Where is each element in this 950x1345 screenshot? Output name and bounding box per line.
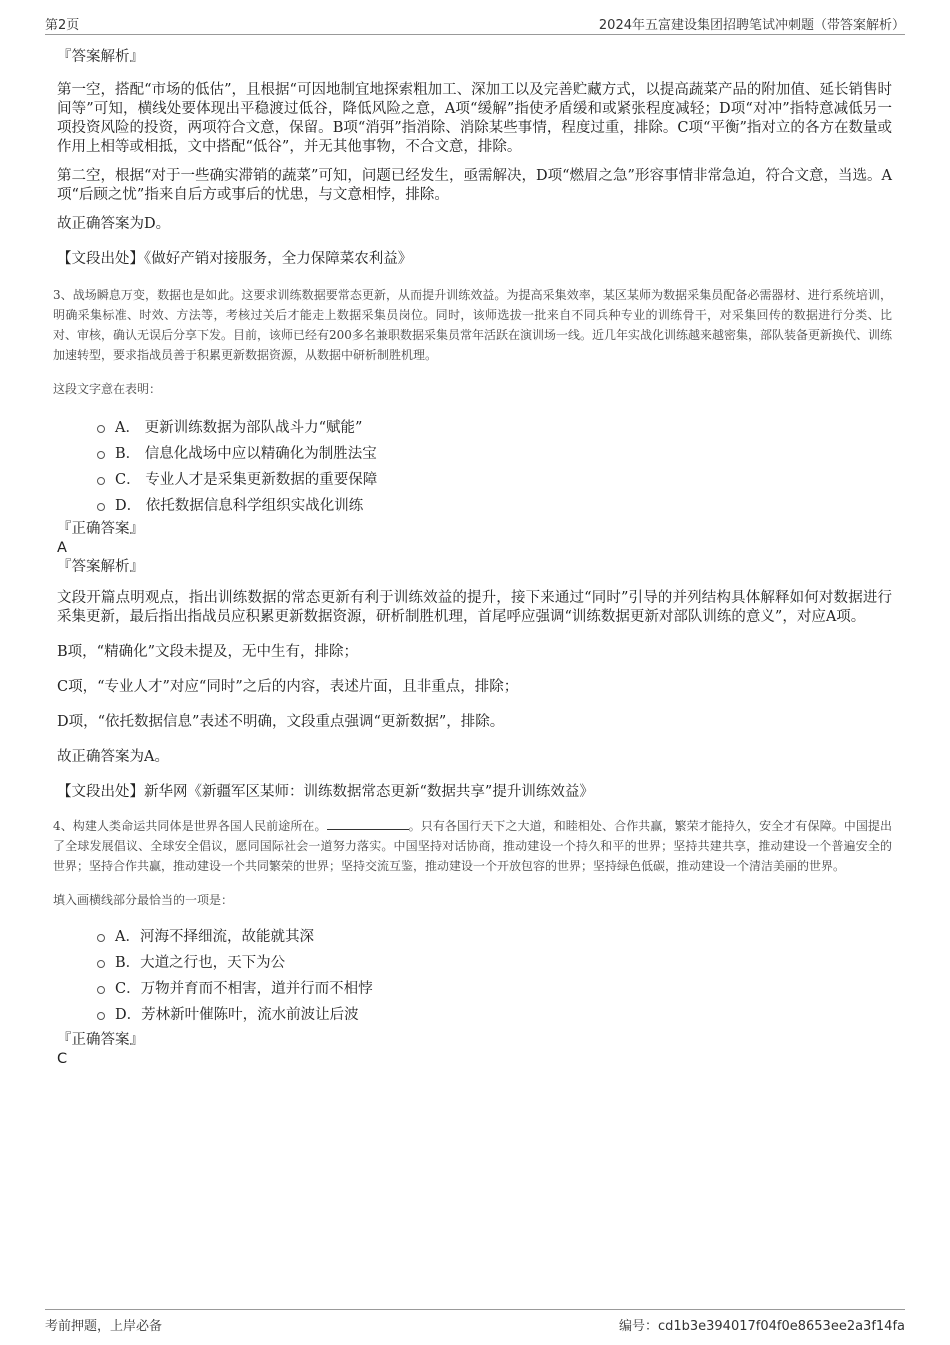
correct-answer: A (57, 540, 67, 556)
analysis-paragraph: 第二空，根据“对于一些确实滞销的蔬菜”可知，问题已经发生，亟需解决，D项“燃眉之急”形容事情非常急迫，符合文意，当选。A项“后顾之忧”指来自后方或事后的忧患，与文意相悖，排除。 (57, 168, 892, 203)
correct-answer: C (57, 1051, 68, 1067)
footer-slogan: 考前押题，上岸必备 (45, 1319, 163, 1334)
option-a[interactable] (57, 922, 892, 948)
document-id: 编号：cd1b3e394017f04f0e8653ee2a3f14fa (618, 1319, 905, 1334)
analysis-paragraph: C项，“专业人才”对应“同时”之后的内容，表述片面，且非重点，排除； (57, 679, 519, 695)
analysis-paragraph: 第一空，搭配“市场的低估”，且根据“可因地制宜地探索粗加工、深加工以及完善贮藏方式，以提高蔬菜产品的附加值、延长销售时间等”可知，横线处要体现出平稳渡过低谷，降低风险之意，A项“缓解”指使矛盾缓和或紧张程度减轻；D项“对冲”指特意减低另一项投资风险的投资，两项符合文意，保留。B项“消弭”指消除、消除某些事情，程度过重，排除。C项“平衡”指对立的各方在数量或作用上相等或相抵，文中搭配“低谷”，并无其他事物，不合文意，排除。 (57, 82, 892, 155)
source-citation: 【文段出处】《做好产销对接服务，全力保障菜农利益》 (57, 251, 413, 267)
answer-analysis-label: 『答案解析』 (57, 49, 144, 65)
radio-icon[interactable] (97, 1012, 105, 1020)
radio-icon[interactable] (97, 451, 105, 459)
stem-text: 4、构建人类命运共同体是世界各国人民前途所在。 (53, 819, 327, 833)
conclusion-text: 故正确答案为D。 (57, 216, 171, 232)
option-c[interactable] (57, 974, 892, 1000)
radio-icon[interactable] (97, 425, 105, 433)
option-label: C．万物并育而不相害，道并行而不相悖 (115, 980, 373, 997)
question-3-options (57, 413, 892, 517)
option-c[interactable] (57, 465, 892, 491)
radio-icon[interactable] (97, 477, 105, 485)
analysis-paragraph: D项，“依托数据信息”表述不明确，文段重点强调“更新数据”，排除。 (57, 714, 505, 730)
answer-analysis-label: 『答案解析』 (57, 559, 144, 575)
source-citation: 【文段出处】新华网《新疆军区某师：训练数据常态更新“数据共享”提升训练效益》 (57, 784, 594, 800)
radio-icon[interactable] (97, 934, 105, 942)
question-4-options (57, 922, 892, 1026)
question-3-stem: 3、战场瞬息万变，数据也是如此。这要求训练数据要常态更新，从而提升训练效益。为提高采集效率，某区某师为数据采集员配备必需器材、进行系统培训，明确采集标准、时效、方法等，考核过关后才能走上数据采集员岗位。同时，该师选拔一批来自不同兵种专业的训练骨干，对采集回传的数据进行分类、比对、审核，确认无误后分享下发。目前，该师已经有200多名兼职数据采集员常年活跃在演训场一线。近几年实战化训练越来越密集，部队装备更新换代、训练加速转型，要求指战员善于积累更新数据资源，从数据中研析制胜机理。 (53, 288, 892, 362)
option-label: C． 专业人才是采集更新数据的重要保障 (115, 471, 378, 488)
option-d[interactable] (57, 1000, 892, 1026)
page-content (53, 47, 892, 1068)
question-3-prompt: 这段文字意在表明： (53, 382, 162, 396)
question-4-stem (53, 816, 892, 876)
option-label: D． 依托数据信息科学组织实战化训练 (115, 497, 364, 514)
stem-text: 。只有各国行天下之大道，和睦相处、合作共赢，繁荣才能持久，安全才有保障。中国提出了全球发展倡议、全球安全倡议，愿同国际社会一道努力落实。中国坚持对话协商，推动建设一个持久和平的世界；坚持共建共享，推动建设一个普遍安全的世界；坚持合作共赢，推动建设一个共同繁荣的世界；坚持交流互鉴，推动建设一个开放包容的世界；坚持绿色低碳，推动建设一个清洁美丽的世界。 (53, 819, 892, 873)
radio-icon[interactable] (97, 960, 105, 968)
analysis-paragraph: B项，“精确化”文段未提及，无中生有，排除； (57, 644, 358, 660)
question-4-prompt: 填入画横线部分最恰当的一项是： (53, 893, 234, 907)
option-d[interactable] (57, 491, 892, 517)
option-a[interactable] (57, 413, 892, 439)
page-header (45, 14, 905, 35)
option-b[interactable] (57, 439, 892, 465)
option-b[interactable] (57, 948, 892, 974)
conclusion-text: 故正确答案为A。 (57, 749, 169, 765)
document-title: 2024年五富建设集团招聘笔试冲刺题（带答案解析） (598, 18, 905, 33)
radio-icon[interactable] (97, 986, 105, 994)
option-label: B．大道之行也，天下为公 (115, 954, 286, 971)
option-label: D．芳林新叶催陈叶，流水前波让后波 (115, 1006, 359, 1023)
analysis-paragraph: 文段开篇点明观点，指出训练数据的常态更新有利于训练效益的提升，接下来通过“同时”引导的并列结构具体解释如何对数据进行采集更新，最后指出指战员应积累更新数据资源，研析制胜机理，首尾呼应强调“训练数据更新对部队训练的意义”，对应A项。 (57, 590, 892, 625)
correct-answer-label: 『正确答案』 (57, 1032, 144, 1048)
correct-answer-label: 『正确答案』 (57, 521, 144, 537)
option-label: A．河海不择细流，故能就其深 (115, 928, 314, 945)
radio-icon[interactable] (97, 503, 105, 511)
page-footer (45, 1309, 905, 1334)
fill-blank (327, 816, 409, 830)
option-label: B． 信息化战场中应以精确化为制胜法宝 (115, 445, 377, 462)
page-number: 第2页 (45, 18, 80, 33)
option-label: A． 更新训练数据为部队战斗力“赋能” (115, 419, 363, 436)
